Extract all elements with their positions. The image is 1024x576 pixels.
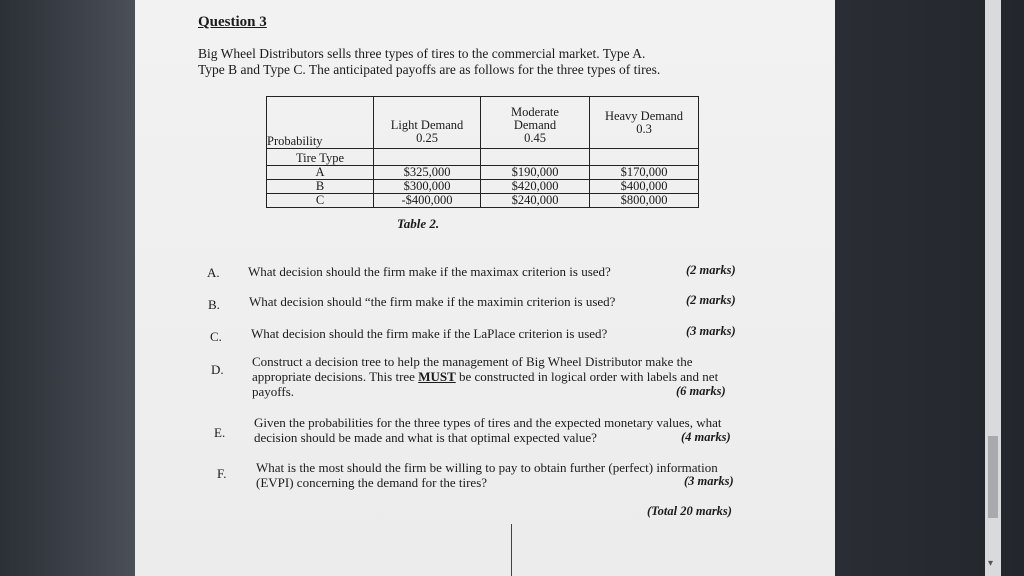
question-d-line-1: Construct a decision tree to help the management of Big Wheel Distributor make the	[252, 354, 693, 369]
question-d-line-3: payoffs.	[252, 384, 295, 399]
row-moderate: $420,000	[481, 180, 590, 194]
row-heavy: $400,000	[590, 180, 699, 194]
intro-line-2: Type B and Type C. The anticipated payoffs are as follows for the three types of tires.	[198, 62, 661, 77]
header-row	[267, 97, 699, 149]
question-f-line-2: (EVPI) concerning the demand for the tires?	[256, 475, 488, 490]
row-moderate: $190,000	[481, 166, 590, 180]
heavy-demand-prob: 0.3	[636, 121, 652, 136]
question-marks: (3 marks)	[686, 324, 736, 338]
question-letter: F.	[217, 466, 227, 481]
document-page	[135, 0, 835, 576]
moderate-label-1: Moderate	[511, 105, 559, 119]
question-d-line-2	[252, 369, 722, 384]
monitor-bezel-left	[0, 0, 135, 576]
must-emphasis: MUST	[418, 369, 456, 384]
tire-type-row	[267, 149, 699, 166]
question-title: Question 3	[198, 14, 267, 30]
question-letter: D.	[211, 362, 224, 377]
scroll-down-arrow-icon[interactable]: ▾	[988, 558, 994, 569]
question-marks: (2 marks)	[686, 293, 736, 307]
table-row	[267, 180, 699, 194]
question-text: What decision should the firm make if the maximax criterion is used?	[248, 264, 611, 279]
empty-cell	[374, 149, 481, 166]
question-text: What decision should the firm make if the LaPlace criterion is used?	[251, 326, 608, 341]
question-text	[252, 354, 722, 399]
intro-line-1: Big Wheel Distributors sells three types of tires to the commercial market. Type A.	[198, 46, 646, 61]
question-marks: (6 marks)	[676, 384, 726, 398]
table-caption: Table 2.	[397, 216, 440, 231]
table-row	[267, 166, 699, 180]
row-type: B	[267, 180, 374, 194]
row-light: -$400,000	[374, 194, 481, 208]
line-segment: appropriate decisions. This tree	[252, 369, 419, 384]
question-text	[254, 415, 744, 445]
question-letter: C.	[210, 329, 222, 344]
question-letter: A.	[207, 265, 220, 280]
light-demand-prob: 0.25	[416, 131, 438, 145]
question-letter: E.	[214, 425, 226, 440]
question-marks: (3 marks)	[684, 474, 734, 488]
intro-paragraph	[198, 46, 758, 78]
heavy-demand-header	[590, 97, 699, 149]
scrollbar-thumb[interactable]	[988, 436, 998, 518]
line-segment: be constructed in logical order with labels and net	[455, 369, 719, 384]
moderate-demand-prob: 0.45	[524, 131, 546, 145]
question-e-line-2: decision should be made and what is that optimal expected value?	[254, 430, 597, 445]
probability-label: Probability	[267, 134, 323, 148]
moderate-demand-header	[481, 97, 590, 149]
row-type: A	[267, 166, 374, 180]
question-e-line-1: Given the probabilities for the three types of tires and the expected monetary values, what	[254, 415, 722, 430]
payoff-table	[266, 96, 699, 208]
row-heavy: $170,000	[590, 166, 699, 180]
total-marks: (Total 20 marks)	[647, 504, 732, 518]
row-light: $325,000	[374, 166, 481, 180]
table-row	[267, 194, 699, 208]
light-demand-label: Light Demand	[390, 118, 464, 132]
moderate-label-2: Demand	[513, 118, 557, 132]
question-letter: B.	[208, 297, 220, 312]
light-demand-header	[374, 97, 481, 149]
row-moderate: $240,000	[481, 194, 590, 208]
empty-cell	[590, 149, 699, 166]
row-light: $300,000	[374, 180, 481, 194]
empty-cell	[481, 149, 590, 166]
question-marks: (2 marks)	[686, 263, 736, 277]
heavy-demand-label: Heavy Demand	[604, 108, 684, 123]
tire-type-label: Tire Type	[267, 149, 374, 166]
question-text	[256, 460, 746, 490]
question-marks: (4 marks)	[681, 430, 731, 444]
row-heavy: $800,000	[590, 194, 699, 208]
question-f-line-1: What is the most should the firm be willing to pay to obtain further (perfect) information	[256, 460, 718, 475]
row-type: C	[267, 194, 374, 208]
probability-label-cell	[267, 97, 374, 149]
question-text: What decision should “the firm make if the maximin criterion is used?	[249, 294, 616, 309]
text-cursor	[511, 524, 512, 576]
